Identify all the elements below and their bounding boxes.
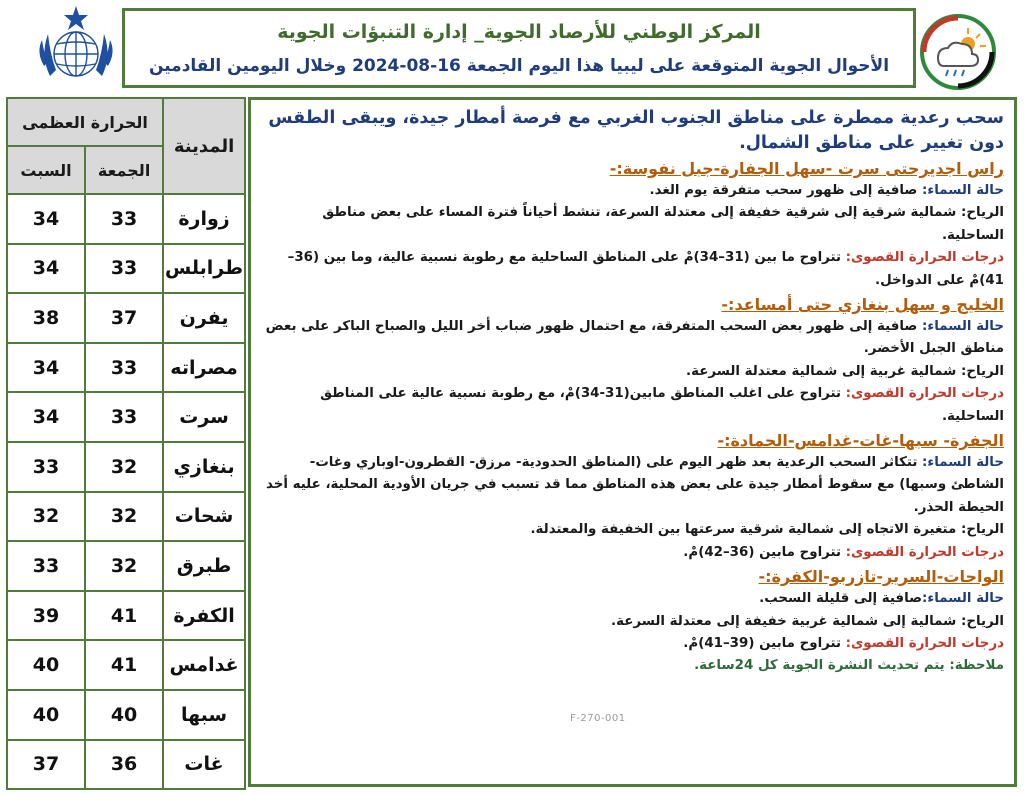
- sky-label: حالة السماء:: [922, 183, 1004, 198]
- saturday-temp: 37: [7, 740, 85, 790]
- friday-temp: 33: [85, 194, 163, 244]
- sky-label: حالة السماء:: [922, 455, 1004, 471]
- sky-line: [261, 180, 1004, 202]
- wind-line: [261, 202, 1004, 247]
- wmo-logo: [20, 4, 132, 92]
- header-title: المركز الوطني للأرصاد الجوية_ إدارة التنبؤات الجوية: [277, 21, 761, 43]
- city-name: طرابلس: [163, 244, 245, 294]
- temp-label: درجات الحرارة القصوى:: [845, 250, 1004, 266]
- city-name: زوارة: [163, 194, 245, 244]
- region-title: الخليج و سهل بنغازي حتى أمساعد:-: [721, 295, 1004, 315]
- table-row: [7, 244, 245, 294]
- forecast-intro: سحب رعدية ممطرة على مناطق الجنوب الغربي مع فرصة أمطار جيدة، ويبقى الطقس دون تغيير على مناطق الشمال.: [268, 108, 1004, 153]
- column-header-saturday: السبت: [7, 146, 85, 194]
- saturday-temp: 34: [7, 194, 85, 244]
- document-code: F-270-001: [570, 713, 626, 724]
- ncm-logo: [918, 12, 998, 92]
- city-name: طبرق: [163, 541, 245, 591]
- temp-label: درجات الحرارة القصوى:: [845, 544, 1004, 560]
- friday-temp: 32: [85, 492, 163, 542]
- temp-text: تتراوح على اغلب المناطق مابين(31-34)مْ، مع رطوبة نسبية عالية على المناطق الساحلية.: [320, 386, 1004, 424]
- saturday-temp: 33: [7, 541, 85, 591]
- region-title: الواحات-السرير-تازربو-الكفرة:-: [758, 567, 1004, 587]
- friday-temp: 32: [85, 442, 163, 492]
- table-row: [7, 392, 245, 442]
- table-row: [7, 541, 245, 591]
- region-title: راس اجديرحتى سرت -سهل الجفارة-جبل نفوسة:-: [609, 159, 1004, 178]
- friday-temp: 41: [85, 640, 163, 690]
- temp-line: [261, 633, 1004, 655]
- saturday-temp: 39: [7, 591, 85, 641]
- table-row: [7, 343, 245, 393]
- city-name: غات: [163, 740, 245, 790]
- saturday-temp: 38: [7, 293, 85, 343]
- header-box: [122, 8, 916, 88]
- friday-temp: 36: [85, 740, 163, 790]
- temp-text: تتراوح ما بين (31–34)مْ على المناطق الساحلية مع رطوبة نسبية عالية، وما بين (36–41)مْ على الدواخل.: [287, 250, 1004, 288]
- table-row: [7, 740, 245, 790]
- table-row: [7, 293, 245, 343]
- city-name: سرت: [163, 392, 245, 442]
- table-row: [7, 640, 245, 690]
- sky-line: [261, 588, 1004, 610]
- sky-text: صافية إلى ظهور بعض السحب المتفرقة، مع احتمال ظهور ضباب أخر الليل والصباح الباكر على بعض مناطق الجبل الأخضر.: [265, 319, 1004, 357]
- saturday-temp: 34: [7, 244, 85, 294]
- sky-text: صافية إلى قليلة السحب.: [759, 591, 923, 607]
- sky-label: حالة السماء:: [922, 319, 1004, 335]
- city-name: سبها: [163, 690, 245, 740]
- header-subtitle: الأحوال الجوية المتوقعة على ليبيا هذا اليوم الجمعة 16-08-2024 وخلال اليومين القادمين: [148, 56, 890, 76]
- city-name: الكفرة: [163, 591, 245, 641]
- wind-label: الرياح:: [960, 205, 1004, 221]
- wind-line: [261, 361, 1004, 383]
- city-name: يفرن: [163, 293, 245, 343]
- saturday-temp: 40: [7, 640, 85, 690]
- friday-temp: 33: [85, 392, 163, 442]
- wind-line: [261, 519, 1004, 541]
- sky-line: [261, 316, 1004, 361]
- saturday-temp: 32: [7, 492, 85, 542]
- table-row: [7, 442, 245, 492]
- temperature-table: [6, 97, 246, 790]
- saturday-temp: 33: [7, 442, 85, 492]
- wind-label: الرياح:: [960, 522, 1004, 538]
- column-header-city: المدينة: [163, 98, 245, 194]
- wind-text: شمالية غربية إلى شمالية معتدلة السرعة.: [686, 363, 961, 379]
- temp-text: تتراوح مابين (39–41)مْ.: [683, 635, 846, 651]
- column-header-max-temp: الحرارة العظمى: [7, 98, 163, 146]
- table-row: [7, 194, 245, 244]
- wind-text: متغيرة الاتجاه إلى شمالية شرقية سرعتها بين الخفيفة والمعتدلة.: [530, 522, 961, 538]
- sky-label: حالة السماء:: [922, 591, 1004, 607]
- wind-label: الرياح:: [960, 613, 1004, 629]
- temp-line: [261, 383, 1004, 428]
- table-row: [7, 492, 245, 542]
- friday-temp: 32: [85, 541, 163, 591]
- table-row: [7, 690, 245, 740]
- column-header-friday: الجمعة: [85, 146, 163, 194]
- update-note: ملاحظة: يتم تحديث النشرة الجوية كل 24ساعة.: [694, 658, 1004, 674]
- table-row: [7, 591, 245, 641]
- sky-text: صافية إلى ظهور سحب متفرقة يوم الغد.: [649, 183, 923, 198]
- temp-label: درجات الحرارة القصوى:: [845, 386, 1004, 402]
- city-name: شحات: [163, 492, 245, 542]
- temp-line: [261, 247, 1004, 292]
- temp-text: تتراوح مابين (36–42)مْ.: [683, 544, 846, 560]
- wind-label: الرياح:: [960, 363, 1004, 379]
- saturday-temp: 34: [7, 392, 85, 442]
- temp-label: درجات الحرارة القصوى:: [845, 635, 1004, 651]
- sky-line: [261, 452, 1004, 519]
- wind-text: شمالية شرقية إلى شرقية خفيفة إلى معتدلة السرعة، تنشط أحياناً فترة المساء على بعض مناطق الساحلية.: [322, 205, 1004, 243]
- friday-temp: 37: [85, 293, 163, 343]
- friday-temp: 41: [85, 591, 163, 641]
- wind-text: شمالية إلى شمالية غربية خفيفة إلى معتدلة السرعة.: [611, 613, 961, 629]
- sky-text: تتكاثر السحب الرعدية بعد ظهر اليوم على (المناطق الحدودية- مرزق- القطرون-اوباري وغات- الشاطئ وسبها) مع سقوط أمطار جيدة على بعض هذه المناطق مما قد تسبب في جريان الأودية المحلية، عليه أخد الحيطة الحذر.: [265, 455, 1004, 515]
- temp-line: [261, 542, 1004, 564]
- wind-line: [261, 611, 1004, 633]
- city-name: بنغازي: [163, 442, 245, 492]
- saturday-temp: 34: [7, 343, 85, 393]
- city-name: مصراته: [163, 343, 245, 393]
- friday-temp: 33: [85, 244, 163, 294]
- forecast-panel: [248, 97, 1017, 787]
- saturday-temp: 40: [7, 690, 85, 740]
- city-name: غدامس: [163, 640, 245, 690]
- friday-temp: 40: [85, 690, 163, 740]
- friday-temp: 33: [85, 343, 163, 393]
- region-title: الجفرة- سبها-غات-غدامس-الحمادة:-: [717, 431, 1004, 451]
